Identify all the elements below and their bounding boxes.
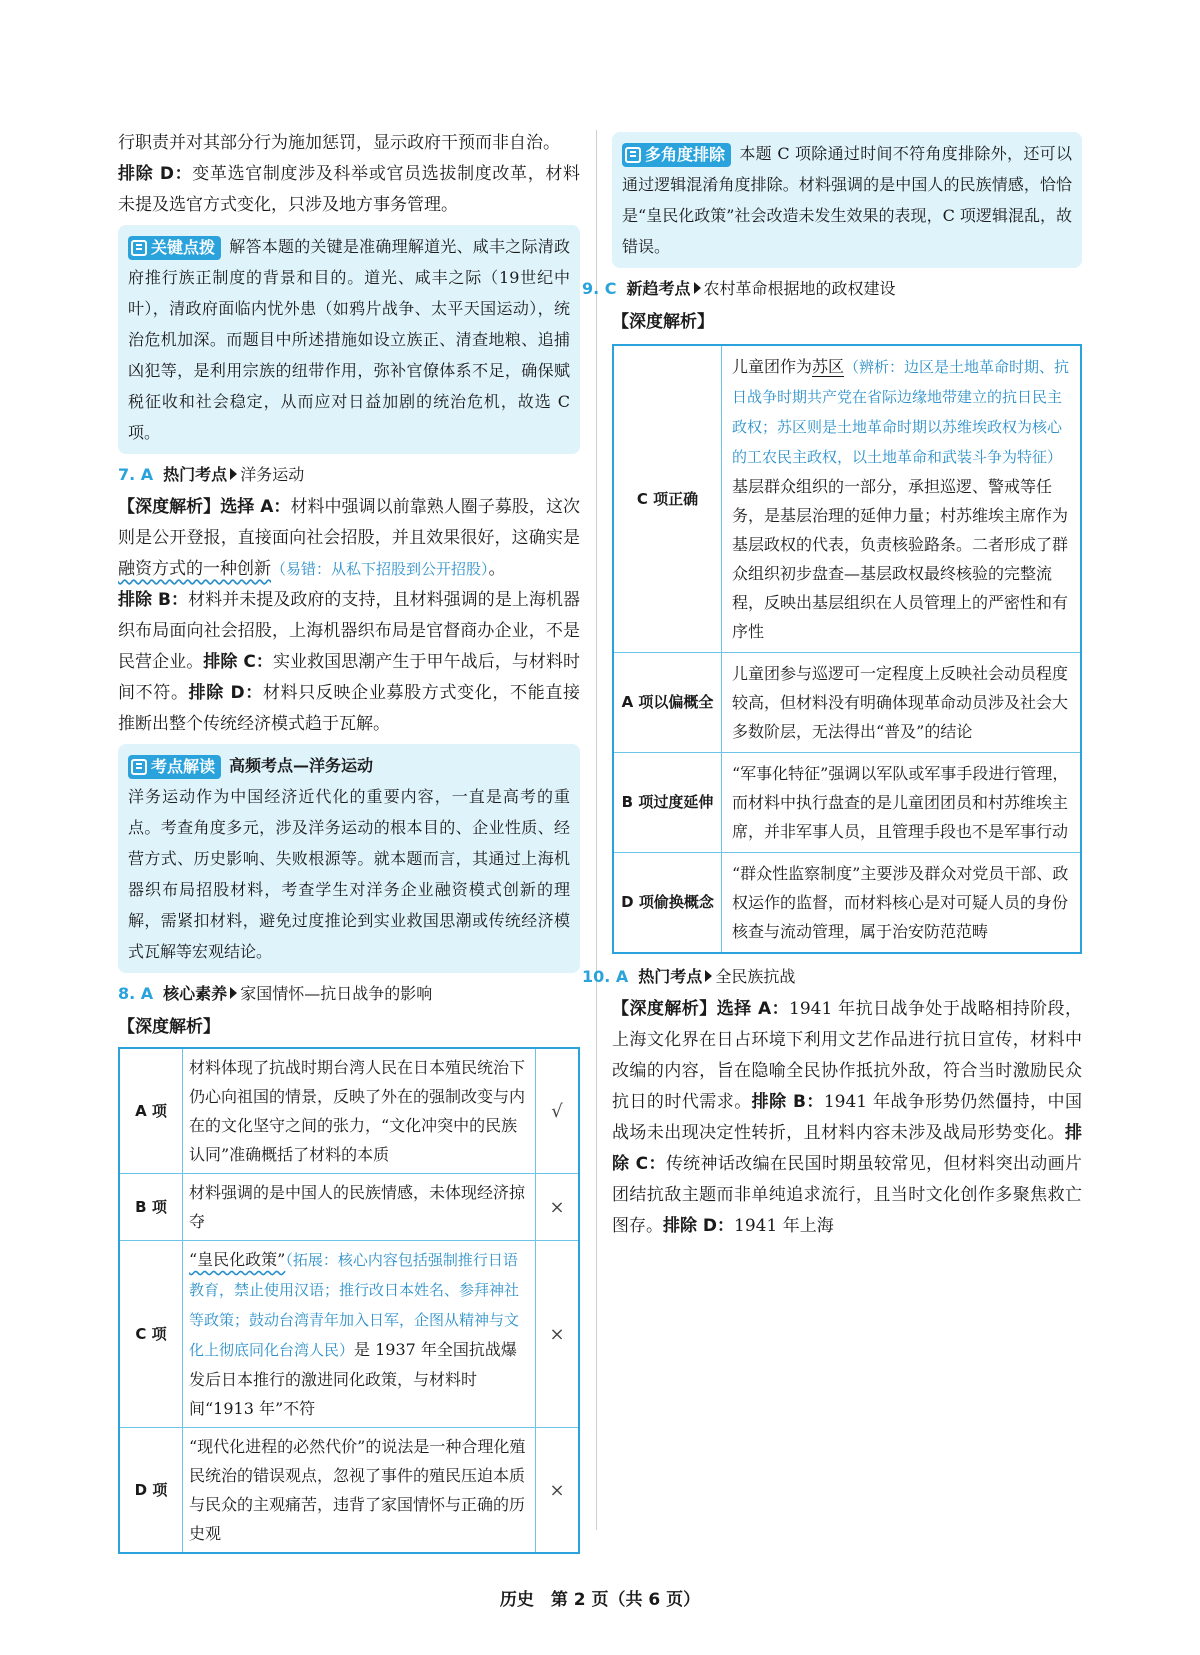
question-7-header [118, 460, 580, 490]
row-text: 材料强调的是中国人的民族情感，未体现经济掠夺 [183, 1174, 536, 1241]
table-row [119, 1048, 579, 1174]
table-row [613, 853, 1081, 954]
question-8-header [118, 979, 580, 1009]
table-row [613, 753, 1081, 853]
note-text: （拓展：核心内容包括强制推行日语教育，禁止使用汉语；推行改日本姓名、参拜神社等政策；鼓动台湾青年加入日军，企图从精神与文化上彻底同化台湾人民） [189, 1251, 520, 1359]
row-label: C 项 [119, 1241, 183, 1428]
analysis-subheading: 【深度解析】 [118, 1017, 220, 1037]
option-text: 变革选官制度涉及科举或官员选拔制度改革，材料未提及选官方式变化，只涉及地方事务管理。 [118, 164, 581, 215]
row-text: “群众性监察制度”主要涉及群众对党员干部、政权运作的监督，而材料核心是对可疑人员的身份核查与流动管理，属于治安防范范畴 [722, 853, 1082, 954]
row-label: C 项正确 [613, 345, 722, 653]
cross-mark-icon: × [536, 1428, 580, 1554]
row-label: A 项以偏概全 [613, 653, 722, 753]
box-text: 洋务运动作为中国经济近代化的重要内容，一直是高考的重点。考查角度多元，涉及洋务运动的根本目的、企业性质、经营方式、历史影响、失败根源等。就本题而言，其通过上海机器织布局招股材料，考查学生对洋务企业融资模式创新的理解，需紧扣材料，避免过度推论到实业救国思潮或传统经济模式瓦解等宏观结论。 [128, 787, 570, 961]
row-text: “军事化特征”强调以军队或军事手段进行管理，而材料中执行盘查的是儿童团团员和村苏维埃主席，并非军事人员，且管理手段也不是军事行动 [722, 753, 1082, 853]
question-topic: 家国情怀—抗日战争的影响 [240, 984, 433, 1003]
note-icon [625, 147, 641, 163]
question-9-header [582, 274, 1082, 304]
question-topic: 全民族抗战 [715, 967, 796, 986]
question-number: 10. A [582, 967, 629, 986]
analysis-paragraph: 排除 B：材料并未提及政府的支持，且材料强调的是上海机器织布局面向社会招股，上海机器织布局是官督商办企业，不是民营企业。排除 C：实业救国思潮产生于甲午战后，与材料时间不符。排除 D：材料只反映企业募股方式变化，不能直接推断出整个传统经济模式趋于瓦解。 [118, 590, 581, 734]
row-label: D 项偷换概念 [613, 853, 722, 954]
row-label: D 项 [119, 1428, 183, 1554]
analysis-subheading: 【深度解析】 [612, 312, 714, 332]
q8-analysis-table [118, 1047, 580, 1554]
note-icon [131, 759, 147, 775]
row-text: “皇民化政策”（拓展：核心内容包括强制推行日语教育，禁止使用汉语；推行改日本姓名、参拜神社等政策；鼓动台湾青年加入日军，企图从精神与文化上彻底同化台湾人民）是 1937 年全国抗战爆发后日本推行的激进同化政策，与材料时间“1913 年”不符 [183, 1241, 536, 1428]
question-category: 热门考点 [638, 967, 703, 986]
row-text: “现代化进程的必然代价”的说法是一种合理化殖民统治的错误观点，忽视了事件的殖民压迫本质与民众的主观痛苦，违背了家国情怀与正确的历史观 [183, 1428, 536, 1554]
right-column [582, 132, 1083, 1242]
analysis-paragraph: 【深度解析】选择 A：1941 年抗日战争处于战略相持阶段，上海文化界在日占环境下利用文艺作品进行抗日宣传，材料中改编的内容，旨在隐喻全民协作抵抗外敌，符合当时激励民众抗日的时代需求。排除 B：1941 年战争形势仍然僵持，中国战场未出现决定性转折，且材料内容未涉及战局形势变化。排除 C：传统神话改编在民国时期虽较常见，但材料突出动画片团结抗敌主题而非单纯追求流行，且当时文化创作多聚焦救亡图存。排除 D：1941 年上海 [612, 999, 1083, 1236]
note-text: （辨析：边区是土地革命时期、抗日战争时期共产党在省际边缘地带建立的抗日民主政权；苏区则是土地革命时期以苏维埃政权为核心的工农民主政权，以土地革命和武装斗争为特征） [732, 358, 1070, 466]
row-text: 儿童团参与巡逻可一定程度上反映社会动员程度较高，但材料没有明确体现革命动员涉及社会大多数阶层，无法得出“普及”的结论 [722, 653, 1082, 753]
paragraph [118, 159, 580, 221]
paragraph: 行职责并对其部分行为施加惩罚，显示政府干预而非自治。 [118, 133, 560, 153]
question-number: 7. A [118, 465, 154, 484]
question-topic: 洋务运动 [240, 465, 305, 484]
column-divider [596, 130, 597, 1530]
row-label: B 项 [119, 1174, 183, 1241]
table-row [613, 345, 1081, 653]
exam-point-tag: 考点解读 [128, 755, 221, 779]
question-category: 新趋考点 [626, 279, 691, 298]
question-10-header [582, 962, 1082, 992]
page-footer: 历史 第 2 页（共 6 页） [499, 1590, 701, 1610]
question-topic: 农村革命根据地的政权建设 [703, 279, 896, 298]
triangle-arrow-icon [705, 970, 712, 982]
note-text: （易错：从私下招股到公开招股） [271, 560, 489, 578]
table-row [119, 1174, 579, 1241]
table-row [119, 1241, 579, 1428]
key-point-box [118, 225, 580, 454]
question-number: 9. C [582, 279, 617, 298]
triangle-arrow-icon [230, 468, 237, 480]
table-row [119, 1428, 579, 1554]
left-column [118, 128, 580, 1554]
triangle-arrow-icon [694, 282, 701, 294]
question-category: 热门考点 [163, 465, 228, 484]
box-title: 高频考点—洋务运动 [229, 756, 374, 775]
key-point-tag: 关键点拨 [128, 236, 221, 260]
question-category: 核心素养 [163, 984, 228, 1003]
emphasis-text: 融资方式的一种创新 [118, 559, 271, 579]
row-text: 儿童团作为苏区（辨析：边区是土地革命时期、抗日战争时期共产党在省际边缘地带建立的抗日民主政权；苏区则是土地革命时期以苏维埃政权为核心的工农民主政权，以土地革命和武装斗争为特征）基层群众组织的一部分，承担巡逻、警戒等任务，是基层治理的延伸力量；村苏维埃主席作为基层政权的代表，负责核验路条。二者形成了群众组织初步盘查—基层政权最终核验的完整流程，反映出基层组织在人员管理上的严密性和有序性 [722, 345, 1082, 653]
multi-angle-tag: 多角度排除 [622, 143, 731, 167]
row-label: A 项 [119, 1048, 183, 1174]
row-label: B 项过度延伸 [613, 753, 722, 853]
q9-analysis-table [612, 344, 1082, 954]
table-row [613, 653, 1081, 753]
note-icon [131, 240, 147, 256]
question-number: 8. A [118, 984, 154, 1003]
check-mark-icon: √ [536, 1048, 580, 1174]
option-lead: 排除 D： [118, 164, 193, 184]
cross-mark-icon: × [536, 1241, 580, 1428]
row-text: 材料体现了抗战时期台湾人民在日本殖民统治下仍心向祖国的情景，反映了外在的强制改变与内在的文化坚守之间的张力，“文化冲突中的民族认同”准确概括了材料的本质 [183, 1048, 536, 1174]
cross-mark-icon: × [536, 1174, 580, 1241]
analysis-paragraph: 【深度解析】选择 A：材料中强调以前靠熟人圈子募股，这次则是公开登报，直接面向社会招股，并且效果很好，这确实是融资方式的一种创新（易错：从私下招股到公开招股）。 [118, 497, 580, 579]
triangle-arrow-icon [230, 987, 237, 999]
exam-point-box [118, 744, 580, 973]
multi-angle-box [612, 132, 1082, 268]
box-text: 解答本题的关键是准确理解道光、咸丰之际清政府推行族正制度的背景和目的。道光、咸丰之际（19世纪中叶），清政府面临内忧外患（如鸦片战争、太平天国运动），统治危机加深。而题目中所述措施如设立族正、清查地粮、追捕凶犯等，是利用宗族的纽带作用，弥补官僚体系不足，确保赋税征收和社会稳定，从而应对日益加剧的统治危机，故选 C 项。 [128, 237, 570, 442]
box-text: 本题 C 项除通过时间不符角度排除外，还可以通过逻辑混淆角度排除。材料强调的是中国人的民族情感，恰恰是“皇民化政策”社会改造未发生效果的表现，C 项逻辑混乱，故错误。 [622, 144, 1072, 256]
